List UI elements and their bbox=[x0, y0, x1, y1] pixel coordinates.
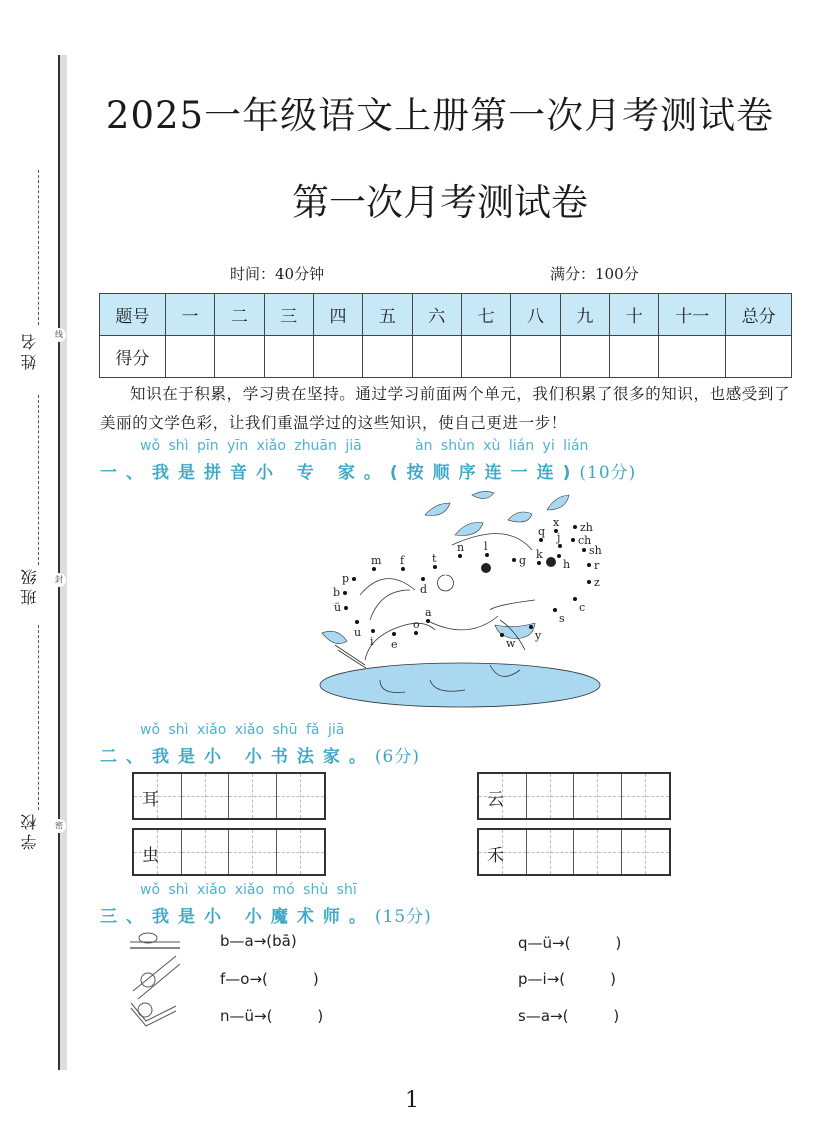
writing-grid-he[interactable] bbox=[477, 828, 671, 876]
model-char: 耳 bbox=[142, 790, 159, 810]
connect-dot[interactable] bbox=[421, 577, 425, 581]
section-number: 三、 bbox=[100, 907, 152, 927]
score-cell[interactable] bbox=[215, 336, 264, 378]
page-title: 2025一年级语文上册第一次月考测试卷 bbox=[105, 94, 775, 137]
dot-letter-label: f bbox=[400, 554, 405, 567]
school-blank[interactable] bbox=[38, 625, 39, 810]
connect-dot[interactable] bbox=[539, 538, 543, 542]
connect-dot[interactable] bbox=[557, 554, 561, 558]
model-char: 云 bbox=[487, 790, 504, 810]
section1-pinyin-a: wǒ shì pīn yīn xiǎo zhuān jiā bbox=[140, 438, 362, 454]
connect-dots-elephant-picture bbox=[310, 485, 620, 720]
dot-letter-label: ü bbox=[334, 601, 342, 614]
connect-dot[interactable] bbox=[352, 577, 356, 581]
score-cell[interactable] bbox=[610, 336, 659, 378]
dot-letter-label: d bbox=[420, 583, 428, 596]
section2-heading bbox=[100, 742, 420, 767]
connect-dot[interactable] bbox=[485, 553, 489, 557]
connect-dot[interactable] bbox=[344, 606, 348, 610]
spelling-item: b—a→(bā) bbox=[220, 932, 297, 950]
score-table-header-cell: 七 bbox=[461, 294, 510, 336]
connect-dot[interactable] bbox=[537, 561, 541, 565]
dot-letter-label: k bbox=[536, 548, 543, 561]
connect-dot[interactable] bbox=[573, 525, 577, 529]
spelling-item[interactable]: n—ü→( ) bbox=[220, 1007, 324, 1025]
writing-grid-er[interactable] bbox=[132, 772, 326, 820]
section2-pinyin: wǒ shì xiǎo xiǎo shū fǎ jiā bbox=[140, 722, 345, 738]
score-table-header-cell: 总分 bbox=[726, 294, 792, 336]
score-cell[interactable] bbox=[726, 336, 792, 378]
dot-letter-label: ch bbox=[578, 534, 592, 547]
connect-dot[interactable] bbox=[529, 625, 533, 629]
score-cell[interactable] bbox=[511, 336, 560, 378]
dot-letter-label: s bbox=[559, 612, 565, 625]
spelling-item[interactable]: q—ü→( ) bbox=[518, 934, 622, 952]
page-subtitle: 第一次月考测试卷 bbox=[292, 181, 588, 224]
connect-dot[interactable] bbox=[355, 620, 359, 624]
score-table-header-cell: 题号 bbox=[100, 294, 166, 336]
dot-letter-label: z bbox=[594, 576, 600, 589]
time-limit: 时间：40分钟 bbox=[230, 265, 325, 283]
puddle bbox=[320, 663, 600, 707]
name-label: 姓名 bbox=[20, 330, 39, 370]
spelling-item[interactable]: s—a→( ) bbox=[518, 1007, 620, 1025]
class-blank[interactable] bbox=[38, 395, 39, 565]
section-score: (6分) bbox=[374, 747, 421, 767]
dot-letter-label: m bbox=[371, 554, 382, 567]
connect-dot[interactable] bbox=[582, 548, 586, 552]
dot-letter-label: r bbox=[594, 559, 600, 572]
water-drops bbox=[322, 491, 569, 643]
connect-dot[interactable] bbox=[573, 597, 577, 601]
connect-dot[interactable] bbox=[458, 554, 462, 558]
dot-letter-label: j bbox=[557, 531, 561, 544]
score-table-header-cell: 四 bbox=[313, 294, 362, 336]
dot-letter-label: b bbox=[333, 586, 341, 599]
score-cell[interactable] bbox=[165, 336, 214, 378]
intro-paragraph: 知识在于积累，学习贵在坚持。通过学习前面两个单元，我们积累了很多的知识，也感受到了美丽的文学色彩，让我们重温学过的这些知识，使自己更进一步！ bbox=[100, 385, 791, 432]
writing-grid-chong[interactable] bbox=[132, 828, 326, 876]
section-score: (10分) bbox=[579, 463, 637, 483]
dot-letter-label: y bbox=[535, 629, 542, 642]
connect-dot[interactable] bbox=[392, 632, 396, 636]
dot-letter-label: w bbox=[506, 637, 516, 650]
seal-mark-mi: 密 bbox=[52, 819, 66, 833]
connect-dot[interactable] bbox=[512, 558, 516, 562]
score-table-header-cell: 八 bbox=[511, 294, 560, 336]
dot-letter-label: u bbox=[354, 626, 362, 639]
connect-dot[interactable] bbox=[587, 580, 591, 584]
writing-grid-yun[interactable] bbox=[477, 772, 671, 820]
score-table-header-cell: 一 bbox=[165, 294, 214, 336]
score-cell[interactable] bbox=[363, 336, 412, 378]
elephant-eye bbox=[546, 557, 556, 567]
connect-dot[interactable] bbox=[426, 619, 430, 623]
score-cell[interactable] bbox=[313, 336, 362, 378]
model-char: 虫 bbox=[142, 846, 159, 866]
score-table-header-cell: 六 bbox=[412, 294, 461, 336]
connect-dot[interactable] bbox=[371, 629, 375, 633]
score-table-header-cell: 三 bbox=[264, 294, 313, 336]
score-table bbox=[99, 293, 792, 378]
tone-car-icons bbox=[128, 928, 183, 1033]
section-score: (15分) bbox=[374, 907, 432, 927]
score-table-header-cell: 五 bbox=[363, 294, 412, 336]
score-table-header-cell: 十一 bbox=[659, 294, 726, 336]
score-table-header-cell: 二 bbox=[215, 294, 264, 336]
connect-dot[interactable] bbox=[587, 563, 591, 567]
dot-letter-label: o bbox=[413, 618, 420, 631]
section-number: 二、 bbox=[100, 747, 152, 767]
section3-heading bbox=[100, 902, 432, 927]
dot-letter-label: zh bbox=[580, 521, 593, 534]
section1-pinyin-b: àn shùn xù lián yi lián bbox=[415, 438, 589, 454]
connect-dot[interactable] bbox=[500, 633, 504, 637]
score-table-header-cell: 十 bbox=[610, 294, 659, 336]
model-char: 禾 bbox=[487, 846, 504, 866]
connect-dot[interactable] bbox=[401, 567, 405, 571]
dot-letter-label: g bbox=[519, 554, 527, 567]
dot-letter-label: l bbox=[484, 540, 488, 553]
dot-letter-label: t bbox=[432, 552, 437, 565]
dot-letter-label: x bbox=[553, 516, 560, 529]
section-title: 我是拼音小 专 家。(按顺序连一连) bbox=[152, 463, 580, 483]
connect-dot[interactable] bbox=[553, 608, 557, 612]
dot-letter-label: i bbox=[370, 635, 374, 648]
connect-dot[interactable] bbox=[414, 631, 418, 635]
connect-dot[interactable] bbox=[571, 538, 575, 542]
score-cell[interactable] bbox=[461, 336, 510, 378]
dot-letter-label: sh bbox=[589, 544, 602, 557]
dot-letter-label: c bbox=[579, 601, 586, 614]
spelling-item[interactable]: f—o→( ) bbox=[220, 970, 319, 988]
dot-letter-label: a bbox=[425, 606, 432, 619]
connect-dot[interactable] bbox=[372, 567, 376, 571]
score-cell[interactable] bbox=[560, 336, 609, 378]
section-title: 我是小 小书法家。 bbox=[152, 747, 375, 767]
score-cell[interactable] bbox=[264, 336, 313, 378]
score-cell[interactable] bbox=[412, 336, 461, 378]
dot-letter-label: p bbox=[342, 572, 350, 585]
seal-mark-xian: 线 bbox=[52, 328, 66, 342]
score-table-header-cell: 九 bbox=[560, 294, 609, 336]
score-table-header bbox=[100, 294, 792, 336]
page-number: 1 bbox=[405, 1088, 419, 1113]
dot-letter-label: q bbox=[538, 525, 546, 538]
score-table-row bbox=[100, 336, 792, 378]
section3-pinyin: wǒ shì xiǎo xiǎo mó shù shī bbox=[140, 882, 357, 898]
section-title: 我是小 小魔术师。 bbox=[152, 907, 375, 927]
school-label: 学校 bbox=[20, 810, 39, 850]
section-number: 一、 bbox=[100, 463, 152, 483]
dot-letter-label: h bbox=[563, 558, 571, 571]
dot-letter-label: e bbox=[391, 638, 398, 651]
spelling-item[interactable]: p—i→( ) bbox=[518, 970, 616, 988]
connect-dot[interactable] bbox=[558, 544, 562, 548]
score-row-label: 得分 bbox=[100, 336, 166, 378]
dot-letter-label: n bbox=[457, 541, 465, 554]
seal-mark-feng: 封 bbox=[52, 573, 66, 587]
connect-dot[interactable] bbox=[343, 591, 347, 595]
full-score: 满分：100分 bbox=[550, 265, 639, 283]
class-label: 班级 bbox=[20, 565, 39, 605]
score-cell[interactable] bbox=[659, 336, 726, 378]
section1-heading bbox=[100, 458, 636, 483]
connect-dot[interactable] bbox=[433, 565, 437, 569]
